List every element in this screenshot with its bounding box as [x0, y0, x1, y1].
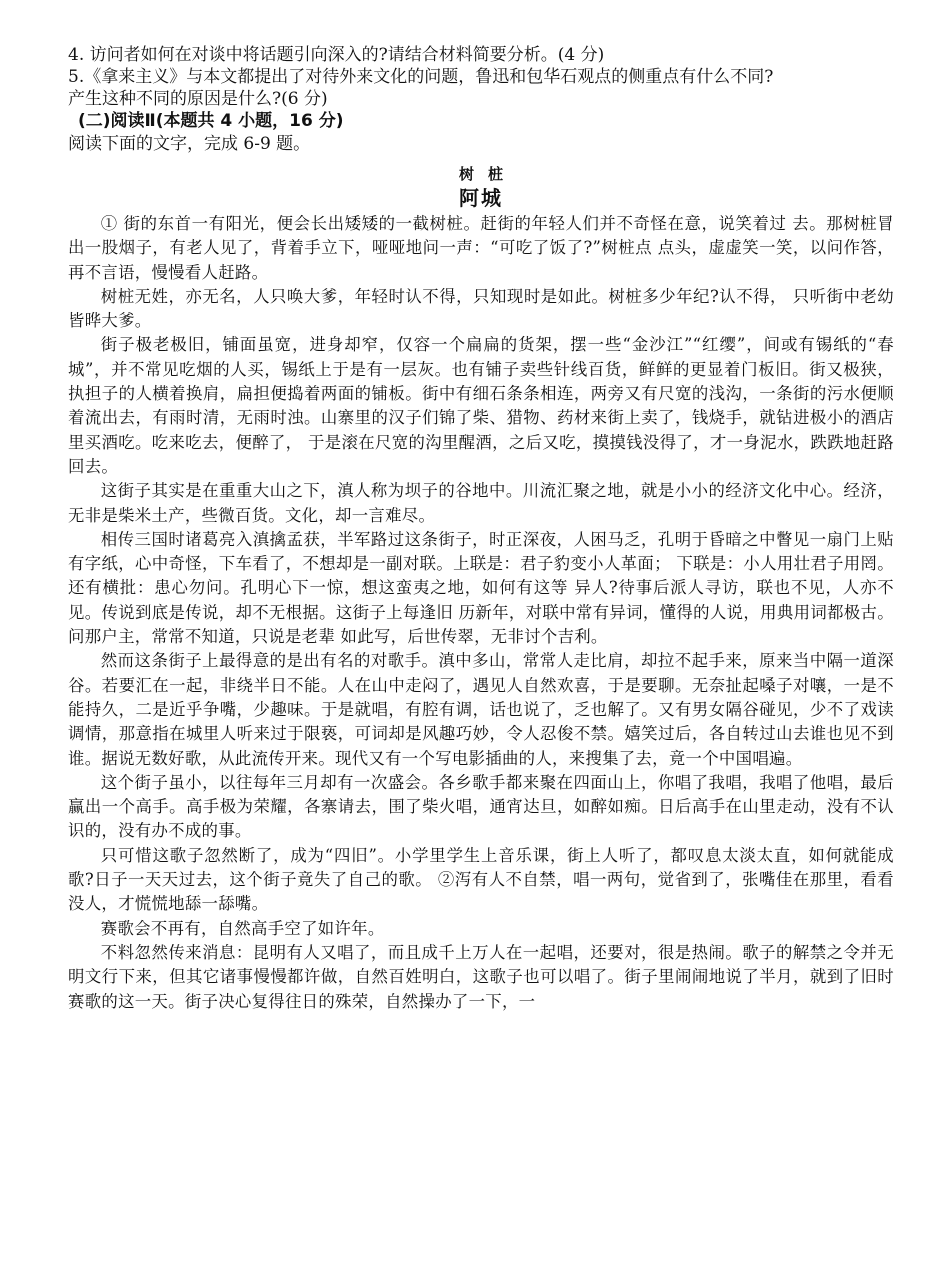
paragraph-3: 街子极老极旧，铺面虽宽，进身却窄，仅容一个扁扁的货架，摆一些“金沙江”“红缨”，间或有锡纸的“春城”，并不常见吃烟的人买，锡纸上于是有一层灰。也有铺子卖些针线百货，鲜鲜的更显着门板旧。街又极狭，执担子的人横着换肩，扁担便捣着两面的铺板。街中有细石条条相连，两旁又有尺宽的浅沟，一条街的污水便顺着流出去，有雨时清，无雨时浊。山寨里的汉子们锦了柴、猎物、药材来街上卖了，钱烧手，就钻进极小的酒店里买酒吃。吃来吃去，便醉了， 于是滚在尺宽的沟里醒酒，之后又吃，摸摸钱没得了，才一身泥水，跌跌地赶路回去。 — [68, 335, 894, 476]
paragraph-6: 然而这条街子上最得意的是出有名的对歌手。滇中多山，常常人走比肩，却拉不起手来，原来当中隔一道深谷。若要汇在一起，非绕半日不能。人在山中走闷了，遇见人自然欢喜，于是要聊。无奈扯起嗓子对嚷，一是不能持久，二是近乎争嘴，少趣味。于是就唱，有腔有调，话也说了，乏也解了。又有男女隔谷碰见，少不了戏读调情，那意指在城里人听来过于限亵，可词却是风趣巧妙，令人忍俊不禁。嬉笑过后，各自转过山去谁也见不到谁。据说无数好歌，从此流传开来。现代又有一个写电影插曲的人，来搜集了去，竟一个中国唱遍。 — [68, 651, 894, 768]
question-4-line: 4. 访问者如何在对谈中将话题引向深入的?请结合材料简要分析。(4 分) — [68, 45, 605, 65]
paragraph-9: 赛歌会不再有，自然高手空了如许年。 — [100, 918, 385, 938]
article-title: 树桩 — [458, 165, 517, 183]
reading-instruction: 阅读下面的文字，完成 6-9 题。 — [68, 134, 311, 154]
paragraph-1: ① 街的东首一有阳光，便会长出矮矮的一截树桩。赶街的年轻人们并不奇怪在意，说笑着过 去。那树桩冒出一股烟子，有老人见了，背着手立下，哑哑地问一声：“可吃了饭了?”树桩点 点头，虚虚笑一笑，以问作答，再不言语，慢慢看人赶路。 — [68, 214, 894, 282]
paragraph-2: 树桩无姓，亦无名，人只唤大爹，年轻时认不得，只知现时是如此。树桩多少年纪?认不得， 只听街中老幼皆晔大爹。 — [68, 286, 894, 331]
question-5-line-2: 产生这种不同的原因是什么?(6 分) — [68, 89, 328, 109]
paragraph-4: 这街子其实是在重重大山之下，滇人称为坝子的谷地中。川流汇聚之地，就是小小的经济文化中心。经济，无非是柴米土产，些微百货。文化，却一言难尽。 — [68, 481, 894, 525]
paragraph-8: 只可惜这歌子忽然断了，成为“四旧”。小学里学生上音乐课，街上人听了，都叹息太淡太直，如何就能成歌?日子一天天过去，这个街子竟失了自己的歌。 ②泻有人不自禁，唱一两句，觉省到了，张嘴佳在那里，看看没人，才慌慌地舔一舔嘴。 — [68, 845, 894, 914]
document-page — [68, 44, 894, 1014]
paragraph-7: 这个街子虽小，以往每年三月却有一次盛会。各乡歌手都来聚在四面山上，你唱了我唱，我唱了他唱，最后赢出一个高手。高手极为荣耀，各寨请去，围了柴火唱，通宵达旦，如醉如痴。日后高手在山里走动，没有不认识的，没有办不成的事。 — [68, 772, 894, 841]
question-4 — [68, 44, 894, 66]
article-author: 阿城 — [459, 186, 503, 210]
question-5 — [68, 66, 894, 110]
section-heading: (二)阅读Ⅱ(本题共 4 小题，16 分) — [78, 111, 344, 131]
paragraph-5: 相传三国时诸葛亮入滇擒孟获，半军路过这条街子，时正深夜，人困马乏，孔明于昏暗之中瞥见一扇门上贴有字纸，心中奇怪，下车看了，不想却是一副对联。上联是：君子豹变小人革面； 下联是：小人用壮君子用罔。还有横批：患心勿问。孔明心下一惊，想这蛮夷之地，如何有这等 异人?待事后派人寻访，联也不见，人亦不见。传说到底是传说，却不无根据。这街子上每逢旧 历新年，对联中常有异词，懂得的人说，用典用词都极古。问那户主，常常不知道，只说是老辈 如此写，后世传翠，无非讨个吉利。 — [68, 529, 894, 647]
paragraph-10: 不料忽然传来消息：昆明有人又唱了，而且成千上万人在一起唱，还要对，很是热闹。歌子的解禁之令并无明文行下来，但其它诸事慢慢都许做，自然百姓明白，这歌子也可以唱了。街子里闹闹地说了半月，就到了旧时赛歌的这一天。街子决心复得往日的殊荣，自然操办了一下，一 — [68, 942, 894, 1011]
question-5-line-1: 5.《拿来主义》与本文都提出了对待外来文化的问题，鲁迅和包华石观点的侧重点有什么不同? — [68, 67, 774, 87]
